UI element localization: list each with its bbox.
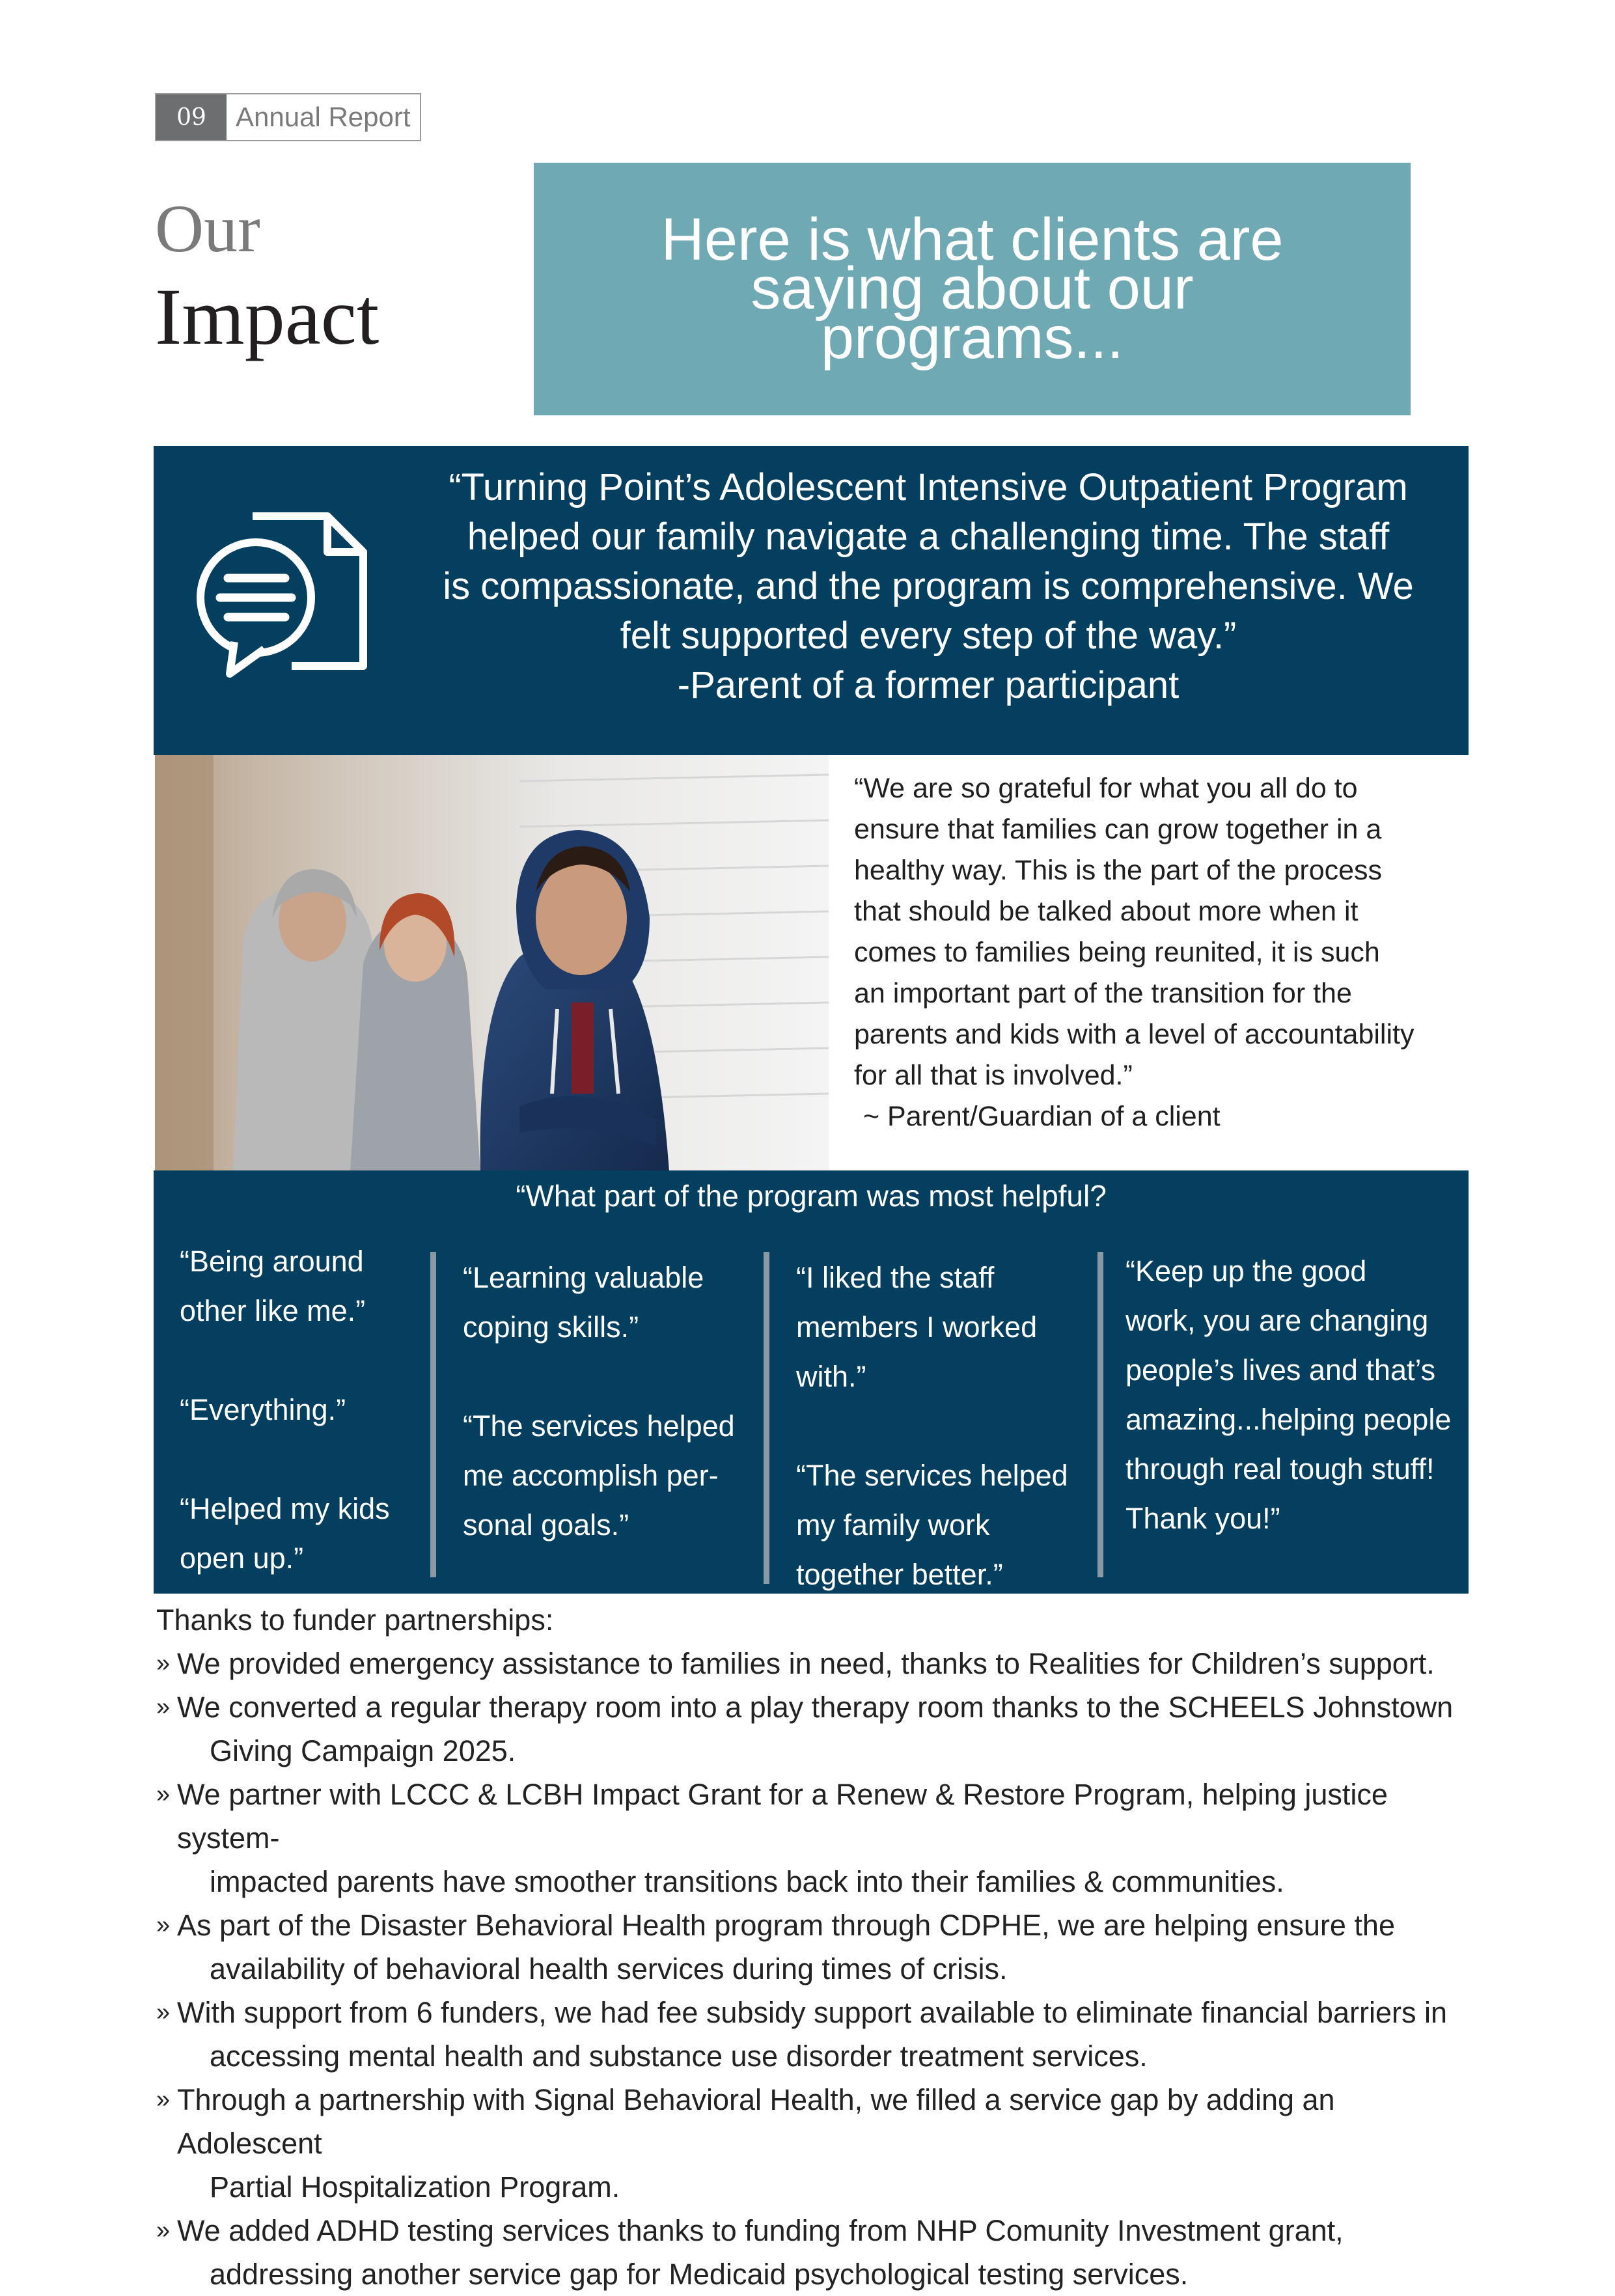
response-line: my family work [796, 1508, 990, 1542]
funder-item-text-cont: Partial Hospitalization Program. [210, 2170, 620, 2204]
response-line: “Helped my kids [180, 1492, 390, 1525]
bullet-icon: » [156, 1999, 171, 2026]
quote-line: for all that is involved.” [854, 1060, 1133, 1091]
funder-item-text-cont: Giving Campaign 2025. [210, 1734, 516, 1767]
bullet-icon: » [156, 1911, 171, 1939]
quote-line: felt supported every step of the way.” [620, 615, 1237, 657]
quote-line: comes to families being reunited, it is such [854, 937, 1380, 968]
quote-line: parents and kids with a level of accountability [854, 1019, 1415, 1050]
funder-item [156, 1685, 1484, 1773]
funder-item [156, 1773, 1484, 1903]
response-line: open up.” [180, 1542, 304, 1575]
featured-quote [394, 463, 1462, 710]
response-line: “Everything.” [180, 1393, 346, 1426]
funder-item-text: Through a partnership with Signal Behavioral Health, we filled a service gap by adding an Adolescent [177, 2083, 1335, 2160]
bullet-icon: » [156, 2217, 171, 2244]
document-chat-icon [187, 503, 376, 692]
funder-item-text-cont: accessing mental health and substance use disorder treatment services. [210, 2040, 1148, 2073]
response-line: together better.” [796, 1558, 1003, 1591]
report-label: Annual Report [227, 94, 420, 140]
bullet-icon: » [156, 1780, 171, 1808]
funder-item-text-cont: addressing another service gap for Medicaid psychological testing services. [210, 2258, 1189, 2291]
response-line: sonal goals.” [463, 1508, 629, 1542]
quote-line: “Turning Point’s Adolescent Intensive Outpatient Program [449, 466, 1408, 508]
funder-item-text: We partner with LCCC & LCBH Impact Grant for a Renew & Restore Program, helping justice system- [177, 1778, 1388, 1855]
quote-line: helped our family navigate a challenging time. The staff [467, 516, 1390, 558]
quote-line: an important part of the transition for the [854, 978, 1352, 1009]
response-line: Thank you!” [1125, 1502, 1280, 1535]
quote-line: ensure that families can grow together in a [854, 814, 1382, 845]
bullet-icon: » [156, 2086, 171, 2113]
response-line: people’s lives and that’s [1125, 1353, 1436, 1387]
quote-attribution: -Parent of a former participant [677, 664, 1180, 706]
funder-item-text-cont: availability of behavioral health services during times of crisis. [210, 1952, 1008, 1985]
funders-intro: Thanks to funder partnerships: [156, 1603, 554, 1637]
teens-photo [155, 755, 829, 1172]
funder-item [156, 1991, 1484, 2078]
column-divider [764, 1252, 769, 1584]
quote-line: “We are so grateful for what you all do to [854, 773, 1358, 804]
helpful-column-4 [1125, 1247, 1464, 1543]
page-title-impact: Impact [155, 272, 380, 361]
column-divider [1097, 1252, 1103, 1577]
side-quote [854, 768, 1466, 1137]
funder-item [156, 2078, 1484, 2209]
response-line: “I liked the staff [796, 1261, 995, 1294]
testimonial-banner [534, 163, 1411, 415]
funder-partnerships [156, 1598, 1484, 2296]
bullet-icon: » [156, 1650, 171, 1677]
funder-item [156, 1642, 1484, 1685]
response-line: work, you are changing [1125, 1304, 1429, 1337]
most-helpful-heading: “What part of the program was most helpful? [516, 1179, 1107, 1213]
response-line: “Learning valuable [463, 1261, 704, 1294]
banner-text: Here is what clients are saying about our programs... [661, 206, 1284, 371]
response-line: “The services helped [463, 1409, 735, 1443]
response-line: coping skills.” [463, 1310, 639, 1344]
response-line: through real tough stuff! [1125, 1452, 1435, 1486]
funder-item-text: We added ADHD testing services thanks to funding from NHP Comunity Investment grant, [177, 2214, 1344, 2247]
response-line: “Being around [180, 1245, 364, 1278]
helpful-column-1 [180, 1237, 421, 1583]
quote-line: that should be talked about more when it [854, 896, 1359, 927]
funder-item-text: We converted a regular therapy room into a play therapy room thanks to the SCHEELS Johnstown [177, 1691, 1454, 1724]
most-helpful-box [154, 1170, 1469, 1594]
response-line: with.” [796, 1360, 866, 1393]
featured-quote-box [154, 446, 1469, 755]
column-divider [430, 1252, 436, 1577]
page-number: 09 [156, 94, 227, 140]
funder-item [156, 2209, 1484, 2296]
response-line: amazing...helping people [1125, 1403, 1452, 1436]
bullet-icon: » [156, 1693, 171, 1721]
funder-item-text: As part of the Disaster Behavioral Health program through CDPHE, we are helping ensure the [177, 1909, 1395, 1942]
quote-line: is compassionate, and the program is comprehensive. We [443, 565, 1414, 607]
helpful-column-2 [463, 1253, 749, 1550]
funder-item-text-cont: impacted parents have smoother transitions back into their families & communities. [210, 1865, 1284, 1898]
funder-item-text: With support from 6 funders, we had fee subsidy support available to eliminate financial barriers in [177, 1996, 1447, 2029]
response-line: “Keep up the good [1125, 1254, 1367, 1288]
page-header-tag [155, 93, 421, 141]
response-line: me accomplish per- [463, 1459, 719, 1492]
page-title-our: Our [155, 191, 260, 266]
helpful-column-3 [796, 1253, 1096, 1599]
quote-line: healthy way. This is the part of the process [854, 855, 1383, 886]
response-line: other like me.” [180, 1294, 366, 1327]
quote-attribution: ~ Parent/Guardian of a client [863, 1101, 1221, 1132]
response-line: members I worked [796, 1310, 1038, 1344]
response-line: “The services helped [796, 1459, 1068, 1492]
funder-item-text: We provided emergency assistance to families in need, thanks to Realities for Children’s support. [177, 1647, 1435, 1680]
funder-item [156, 1903, 1484, 1991]
